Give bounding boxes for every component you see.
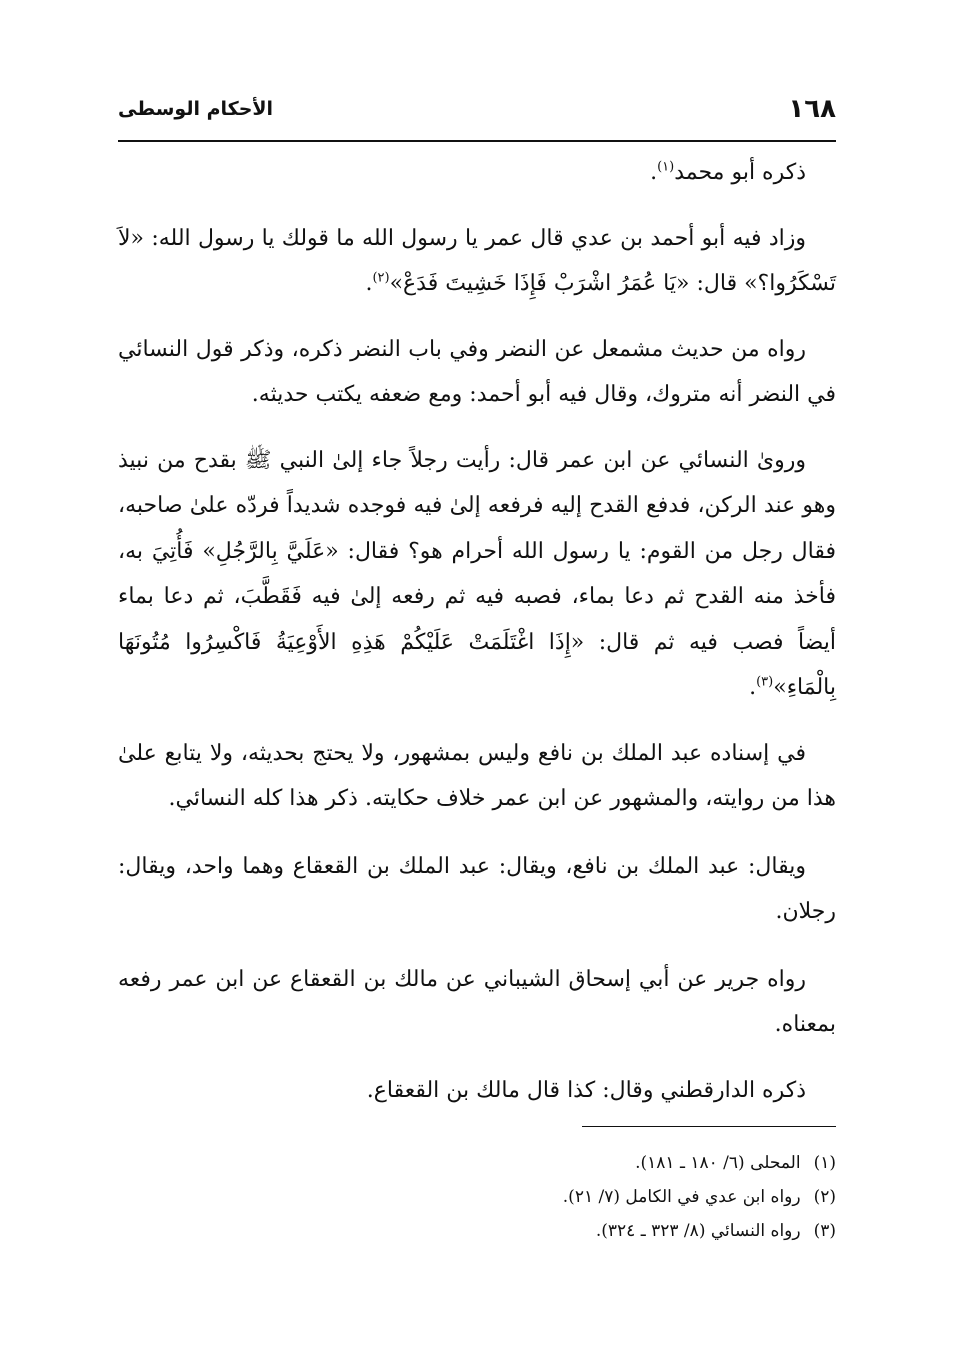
main-text <box>118 150 836 1113</box>
paragraph-8 <box>118 1068 836 1114</box>
paragraph-6 <box>118 844 836 935</box>
page-number: ١٦٨ <box>788 94 836 124</box>
footnote-text: المحلى (٦/ ١٨٠ ـ ١٨١). <box>635 1153 801 1173</box>
paragraph-1 <box>118 150 836 196</box>
paragraph-7 <box>118 957 836 1048</box>
footnote-number: (٢) <box>813 1187 836 1207</box>
paragraph-3 <box>118 327 836 418</box>
paragraph-text: في إسناده عبد الملك بن نافع وليس بمشهور، ولا يحتج بحديثه، ولا يتابع علىٰ هذا من روايته، والمشهور عن ابن عمر خلاف حكايته. ذكر هذا كله النسائي. <box>118 740 836 811</box>
paragraph-text: ذكره أبو محمد <box>674 160 806 185</box>
footnote-1 <box>430 1146 836 1180</box>
paragraph-text: ذكره الدارقطني وقال: كذا قال مالك بن القعقاع. <box>366 1077 806 1103</box>
footnote-ref: (٣) <box>756 674 774 690</box>
footnote-3 <box>430 1214 836 1248</box>
paragraph-tail: . <box>749 675 757 700</box>
footnotes <box>430 1146 836 1248</box>
footnote-number: (١) <box>813 1153 836 1173</box>
paragraph-text: وزاد فيه أبو أحمد بن عدي قال عمر يا رسول الله ما قولك يا رسول الله: «لاَ تَسْكَرُوا؟» قال: «يَا عُمَرُ اشْرَبْ فَإِذَا خَشِيتَ فَدَعْ» <box>118 225 836 296</box>
paragraph-text: وروىٰ النسائي عن ابن عمر قال: رأيت رجلاً جاء إلىٰ النبي ﷺ بقدح من نبيذ وهو عند الركن، فدفع القدح إليه فرفعه إلىٰ فيه فوجده شديداً فردّه علىٰ صاحبه، فقال رجل من القوم: يا رسول الله أحرام هو؟ فقال: «عَلَيَّ بِالرَّجُلِ» فَأُتِيَ به، فأخذ منه القدح ثم دعا بماء، فصبه فيه ثم رفعه إلىٰ فيه فَقَطَّبَ، ثم دعا بماء أيضاً فصب فيه ثم قال: «إِذَا اغْتَلَمَتْ عَلَيْكُمْ هَذِهِ الأَوْعِيَةُ فَاكْسِرُوا مُتُونَهَا بِالْمَاءِ» <box>118 447 836 700</box>
footnote-ref: (١) <box>657 159 675 175</box>
paragraph-tail: . <box>650 160 658 185</box>
footnote-text: رواه النسائي (٨/ ٣٢٣ ـ ٣٢٤). <box>595 1221 801 1241</box>
footnote-ref: (٢) <box>372 270 390 286</box>
footnote-number: (٣) <box>813 1221 836 1241</box>
page-header <box>118 92 836 132</box>
header-rule <box>118 140 836 142</box>
paragraph-text: رواه جرير عن أبي إسحاق الشيباني عن مالك بن القعقاع عن ابن عمر رفعه بمعناه. <box>118 966 836 1037</box>
paragraph-text: رواه من حديث مشمعل عن النضر وفي باب النضر ذكره، وذكر قول النسائي في النضر أنه متروك، وقال فيه أبو أحمد: ومع ضعفه يكتب حديثه. <box>118 336 836 407</box>
footnote-rule <box>582 1126 836 1127</box>
paragraph-text: ويقال: عبد الملك بن نافع، ويقال: عبد الملك بن القعقاع وهما واحد، ويقال: رجلان. <box>118 853 836 924</box>
footnote-text: رواه ابن عدي في الكامل (٧/ ٢١). <box>562 1187 801 1207</box>
paragraph-2 <box>118 216 836 307</box>
paragraph-tail: . <box>365 271 373 296</box>
paragraph-4 <box>118 438 836 711</box>
footnote-2 <box>430 1180 836 1214</box>
paragraph-5 <box>118 731 836 822</box>
running-title: الأحكام الوسطى <box>118 98 274 120</box>
